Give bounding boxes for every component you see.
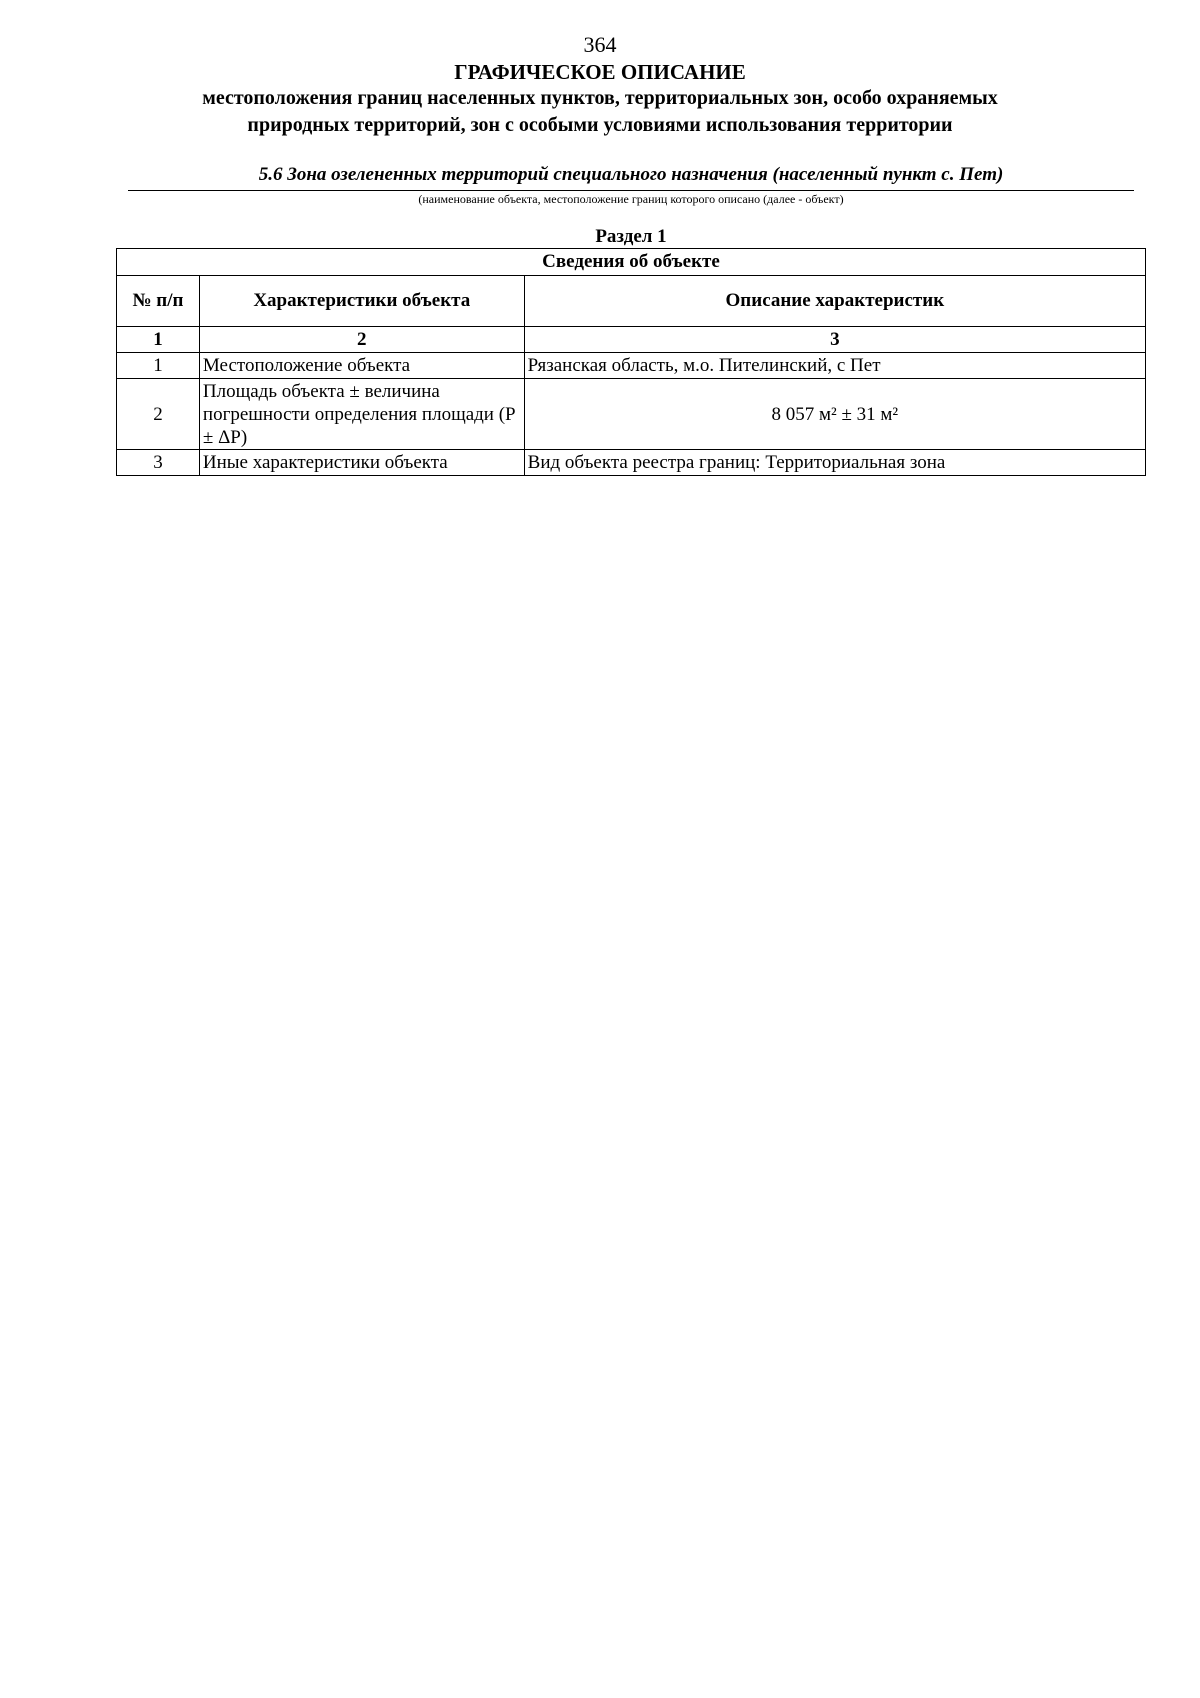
row-characteristic: Местоположение объекта: [199, 353, 524, 379]
table-row: [117, 353, 1146, 379]
header-characteristic: Характеристики объекта: [199, 276, 524, 327]
table-header-row: [117, 276, 1146, 327]
table-row: [117, 450, 1146, 476]
object-name-underline: [128, 190, 1134, 191]
column-number-2: 2: [199, 327, 524, 353]
row-characteristic: Площадь объекта ± величина погрешности определения площади (P ± ΔP): [199, 379, 524, 450]
object-info-table: [116, 248, 1146, 476]
column-number-row: [117, 327, 1146, 353]
row-number: 1: [117, 353, 200, 379]
object-name: 5.6 Зона озелененных территорий специального назначения (населенный пункт с. Пет): [258, 164, 1004, 185]
object-name-caption: (наименование объекта, местоположение границ которого описано (далее - объект): [418, 192, 844, 206]
header-number: № п/п: [117, 276, 200, 327]
section-title: Раздел 1: [595, 226, 667, 247]
row-characteristic: Иные характеристики объекта: [199, 450, 524, 476]
row-number: 3: [117, 450, 200, 476]
column-number-3: 3: [524, 327, 1145, 353]
document-subtitle: местоположения границ населенных пунктов, территориальных зон, особо охраняемых природных территорий, зон с особыми условиями использования территории: [202, 87, 998, 136]
header-description: Описание характеристик: [524, 276, 1145, 327]
table-row: [117, 379, 1146, 450]
row-description: Рязанская область, м.о. Пителинский, с Пет: [524, 353, 1145, 379]
column-number-1: 1: [117, 327, 200, 353]
document-title: ГРАФИЧЕСКОЕ ОПИСАНИЕ: [454, 60, 746, 84]
row-description: 8 057 м² ± 31 м²: [524, 379, 1145, 450]
table-caption-row: [117, 249, 1146, 276]
row-number: 2: [117, 379, 200, 450]
table-caption: Сведения об объекте: [117, 249, 1146, 276]
row-description: Вид объекта реестра границ: Территориальная зона: [524, 450, 1145, 476]
page-number: 364: [583, 32, 617, 57]
